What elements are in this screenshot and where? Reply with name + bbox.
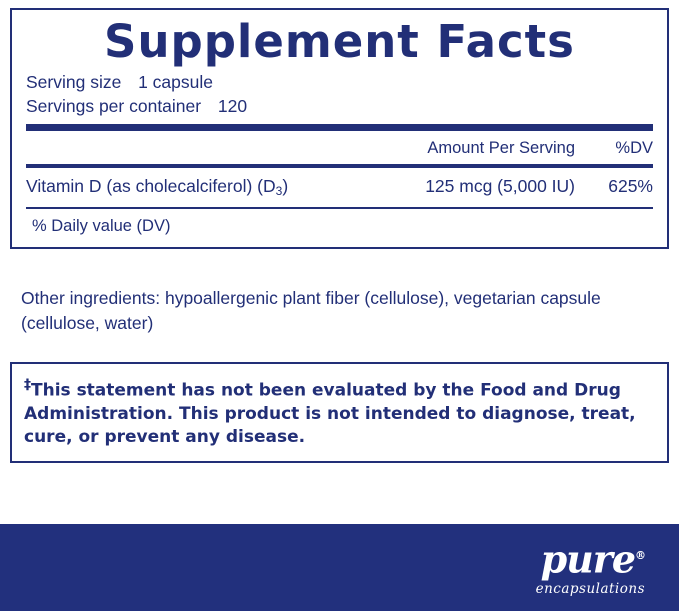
divider-thick-top (26, 124, 653, 131)
nutrient-name-main: Vitamin D (as cholecalciferol) (D (26, 176, 276, 196)
brand-footer-bar (0, 524, 679, 611)
supplement-facts-title: Supplement Facts (104, 15, 575, 68)
brand-name-text: pure (540, 536, 635, 582)
brand-name (536, 536, 645, 580)
daily-value-note: % Daily value (DV) (32, 217, 171, 235)
serving-size-line (26, 70, 653, 94)
nutrient-name (26, 174, 305, 200)
other-ingredients-text: Other ingredients: hypoallergenic plant fiber (cellulose), vegetarian capsule (cellulose, water) (21, 288, 601, 333)
table-row (26, 168, 653, 207)
fda-disclaimer-paragraph (24, 374, 655, 449)
brand-subtitle: encapsulations (535, 580, 645, 597)
serving-size-value: 1 capsule (138, 72, 213, 92)
registered-trademark-icon: ® (635, 549, 645, 562)
nutrient-amount: 125 mcg (5,000 IU) (425, 176, 575, 196)
disclaimer-marker: ‡ (24, 377, 31, 393)
table-header-row (26, 131, 653, 164)
nutrient-name-subscript: 3 (275, 184, 283, 198)
fda-disclaimer-box (10, 362, 669, 463)
nutrient-percent-dv: 625% (608, 176, 653, 196)
disclaimer-text: This statement has not been evaluated by the Food and Drug Administration. This product is not intended to diagnose, treat, cure, or prevent any disease. (24, 380, 636, 447)
supplement-facts-panel (10, 8, 669, 249)
column-header-amount-per-serving: Amount Per Serving (427, 139, 575, 157)
brand-logo (536, 536, 645, 597)
servings-per-container-label: Servings per container (26, 96, 202, 116)
nutrient-name-end: ) (282, 176, 289, 196)
serving-size-label: Serving size (26, 72, 122, 92)
servings-per-container-line (26, 94, 653, 118)
servings-per-container-value: 120 (217, 96, 248, 116)
column-header-percent-dv: %DV (615, 139, 653, 157)
